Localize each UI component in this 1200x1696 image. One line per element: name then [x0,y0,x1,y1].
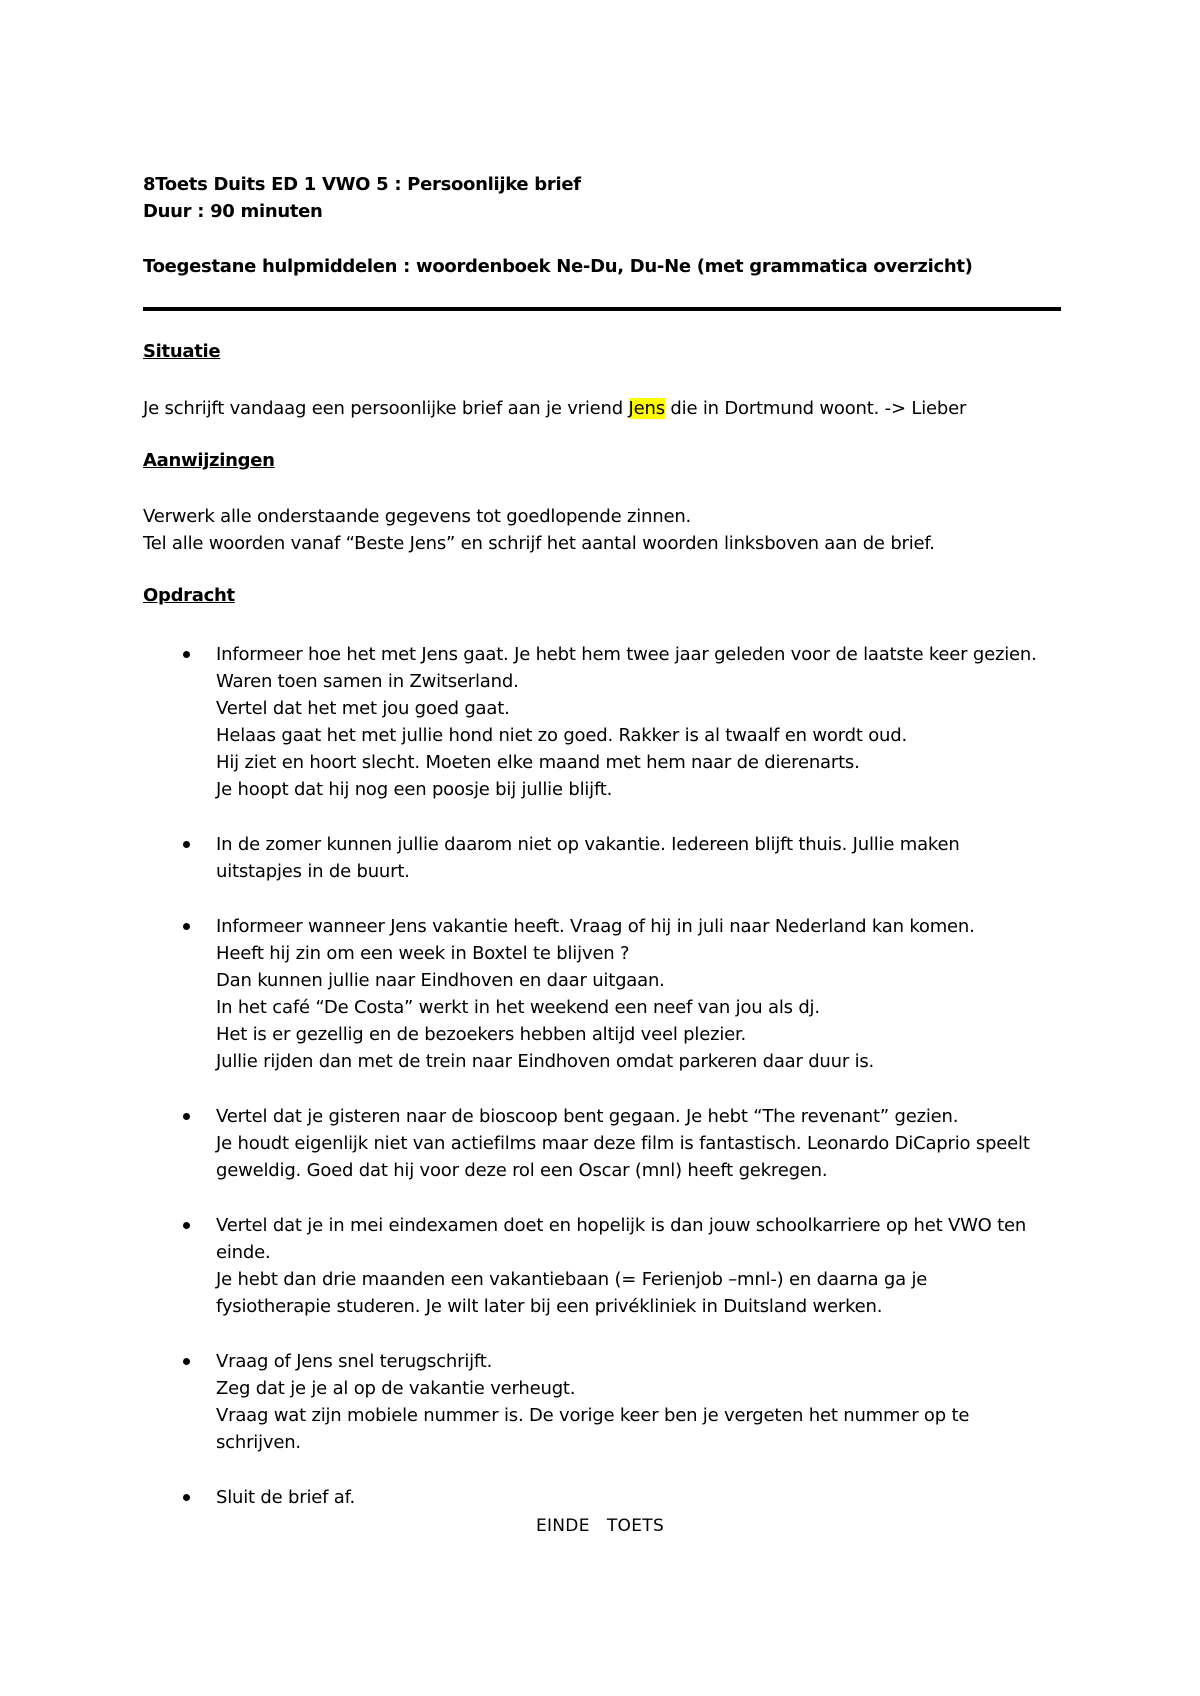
bullet-text-line: Vertel dat je gisteren naar de bioscoop bent gegaan. Je hebt “The revenant” gezien. [216,1106,959,1127]
bullet-text-line: Dan kunnen jullie naar Eindhoven en daar uitgaan. [216,970,665,991]
highlighted-name: Jens [628,398,665,419]
bullet-text-line: Vertel dat het met jou goed gaat. [216,698,510,719]
bullet-text-line: In de zomer kunnen jullie daarom niet op vakantie. Iedereen blijft thuis. Jullie maken [216,834,960,855]
end-of-test-label: EINDE TOETS [535,1516,665,1536]
bullet-icon [183,1113,190,1120]
bullet-icon [183,1222,190,1229]
aanwijzingen-line: Tel alle woorden vanaf “Beste Jens” en schrijf het aantal woorden linksboven aan de brief. [143,533,935,554]
bullet-text-line: Helaas gaat het met jullie hond niet zo goed. Rakker is al twaalf en wordt oud. [216,725,907,746]
bullet-text-line: Jullie rijden dan met de trein naar Eindhoven omdat parkeren daar duur is. [216,1051,875,1072]
bullet-icon [183,651,190,658]
situatie-text-after: die in Dortmund woont. -> Lieber [664,398,967,419]
bullet-text-line: uitstapjes in de buurt. [216,861,410,882]
bullet-icon [183,1494,190,1501]
test-duration: Duur : 90 minuten [143,201,323,222]
section-heading-aanwijzingen: Aanwijzingen [143,450,275,471]
situatie-text [143,395,966,422]
bullet-text-line: Informeer wanneer Jens vakantie heeft. Vraag of hij in juli naar Nederland kan komen. [216,916,975,937]
bullet-text-line: Informeer hoe het met Jens gaat. Je hebt hem twee jaar geleden voor de laatste keer gezien. [216,644,1037,665]
bullet-text-line: Sluit de brief af. [216,1487,355,1508]
bullet-text-line: Waren toen samen in Zwitserland. [216,671,519,692]
bullet-text-line: Heeft hij zin om een week in Boxtel te blijven ? [216,943,630,964]
bullet-icon [183,1358,190,1365]
bullet-icon [183,841,190,848]
section-heading-situatie: Situatie [143,341,221,362]
aanwijzingen-line: Verwerk alle onderstaande gegevens tot goedlopende zinnen. [143,506,692,527]
test-title: 8Toets Duits ED 1 VWO 5 : Persoonlijke brief [143,174,581,195]
bullet-text-line: schrijven. [216,1432,301,1453]
section-heading-opdracht: Opdracht [143,585,235,606]
bullet-icon [183,923,190,930]
bullet-text-line: Vraag wat zijn mobiele nummer is. De vorige keer ben je vergeten het nummer op te [216,1405,970,1426]
document-page [143,0,1063,1696]
bullet-text-line: Vraag of Jens snel terugschrijft. [216,1351,493,1372]
bullet-text-line: Het is er gezellig en de bezoekers hebben altijd veel plezier. [216,1024,747,1045]
bullet-text-line: Je hebt dan drie maanden een vakantiebaan (= Ferienjob –mnl-) en daarna ga je [216,1269,928,1290]
horizontal-divider [143,307,1061,311]
bullet-text-line: geweldig. Goed dat hij voor deze rol een Oscar (mnl) heeft gekregen. [216,1160,828,1181]
bullet-text-line: In het café “De Costa” werkt in het weekend een neef van jou als dj. [216,997,820,1018]
bullet-text-line: einde. [216,1242,271,1263]
allowed-aids: Toegestane hulpmiddelen : woordenboek Ne-Du, Du-Ne (met grammatica overzicht) [143,256,973,277]
bullet-text-line: fysiotherapie studeren. Je wilt later bij een privékliniek in Duitsland werken. [216,1296,883,1317]
bullet-text-line: Je houdt eigenlijk niet van actiefilms maar deze film is fantastisch. Leonardo DiCaprio speelt [216,1133,1030,1154]
situatie-text-before: Je schrijft vandaag een persoonlijke brief aan je vriend [143,398,629,419]
bullet-text-line: Zeg dat je je al op de vakantie verheugt. [216,1378,576,1399]
bullet-text-line: Je hoopt dat hij nog een poosje bij jullie blijft. [216,779,613,800]
bullet-text-line: Hij ziet en hoort slecht. Moeten elke maand met hem naar de dierenarts. [216,752,860,773]
bullet-text-line: Vertel dat je in mei eindexamen doet en hopelijk is dan jouw schoolkarriere op het VWO ten [216,1215,1027,1236]
